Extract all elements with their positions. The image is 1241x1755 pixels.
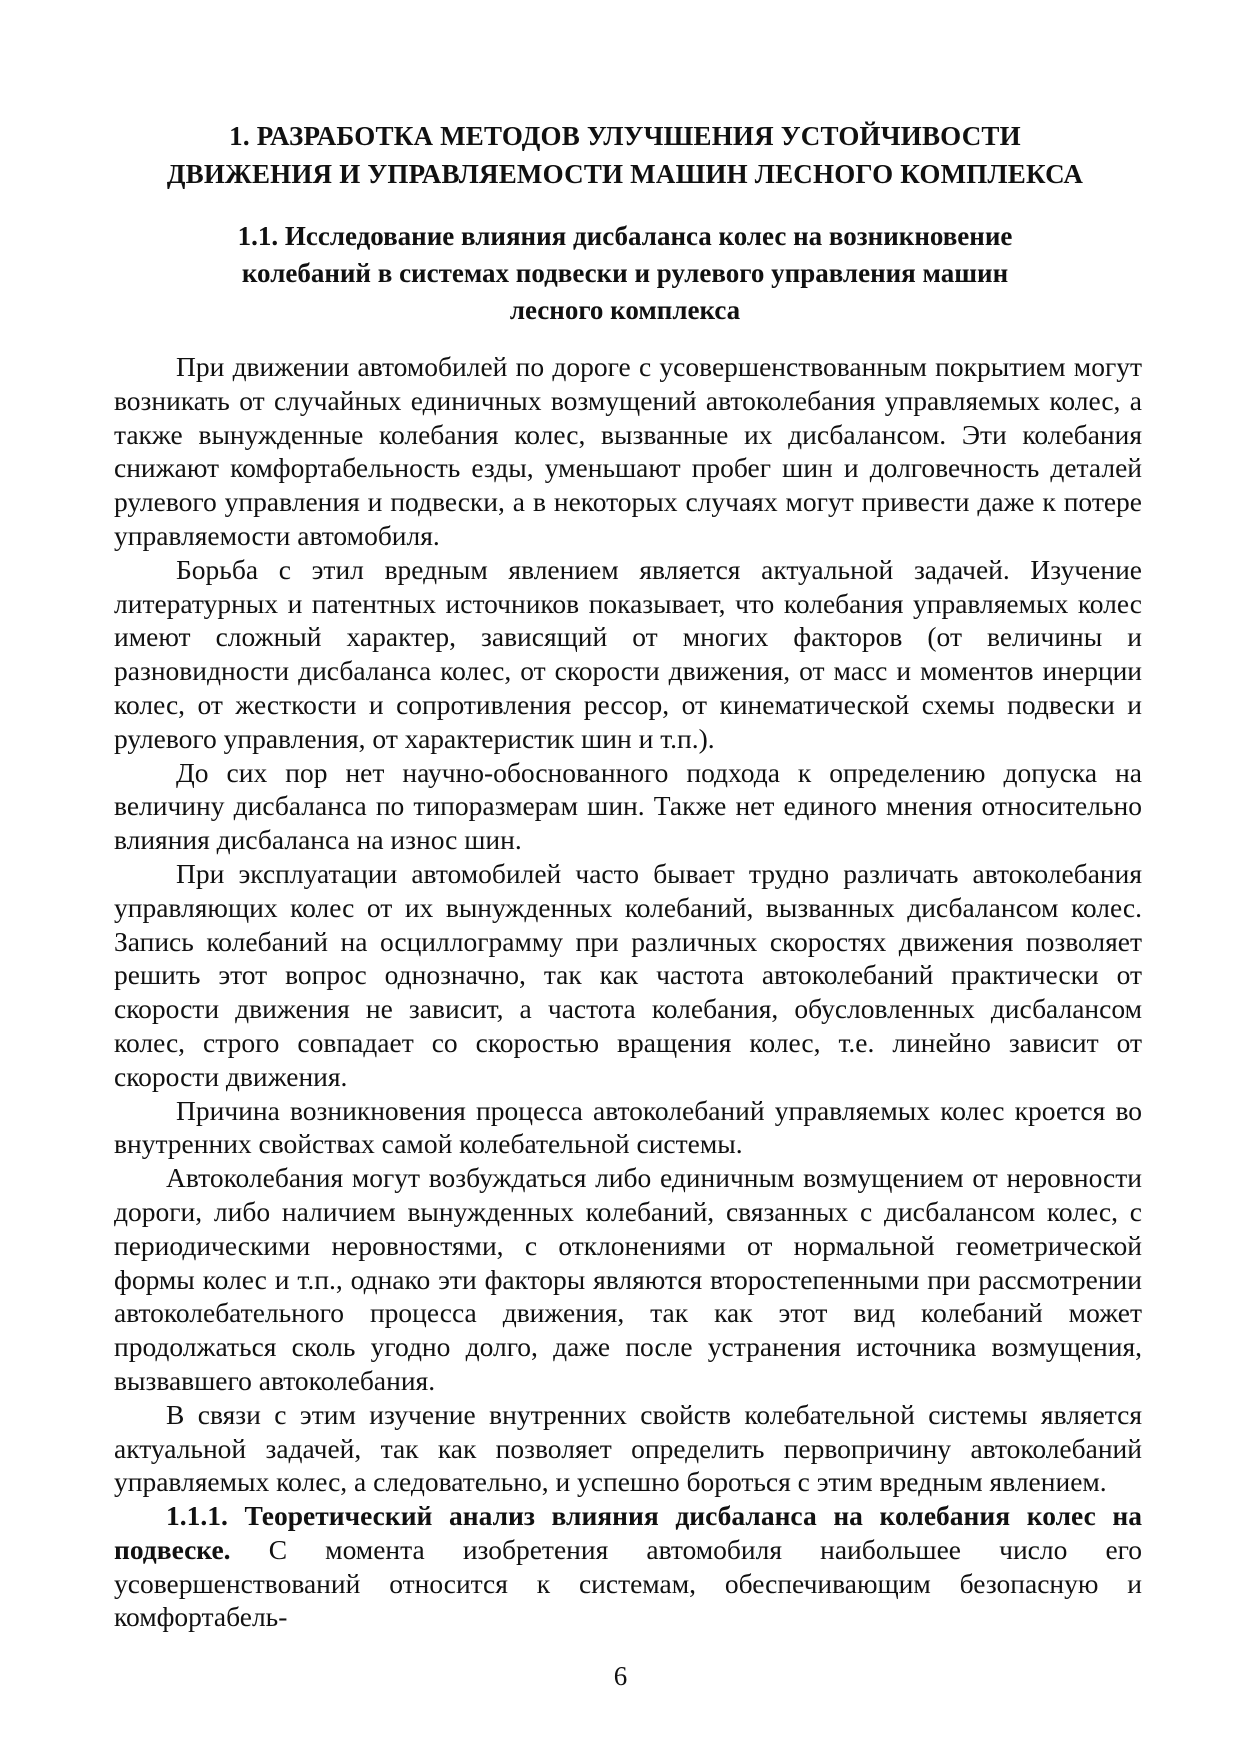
paragraph-7: В связи с этим изучение внутренних свойств колебательной системы является актуальной задачей, так как позволяет определить первопричину автоколебаний управляемых колес, а следовательно, и успешно бороться с этим вредным явлением. — [114, 1398, 1142, 1498]
paragraph-4: При эксплуатации автомобилей часто бывает трудно различать автоколебания управляющих колес от их вынужденных колебаний, вызванных дисбалансом колес. Запись колебаний на осциллограмму при различных скоростях движения позволяет решить этот вопрос однозначно, так как частота автоколебаний практически от скорости движения не зависит, а частота колебания, обусловленных дисбалансом колес, строго совпадает со скоростью вращения колес, т.е. линейно зависит от скорости движения. — [114, 857, 1142, 1092]
paragraph-3: До сих пор нет научно-обоснованного подхода к определению допуска на величину дисбаланса по типоразмерам шин. Также нет единого мнения относительно влияния дисбаланса на износ шин. — [114, 756, 1142, 856]
paragraph-6: Автоколебания могут возбуждаться либо единичным возмущением от неровности дороги, либо наличием вынужденных колебаний, связанных с дисбалансом колес, с периодическими неровностями, с отклонениями от нормальной геометрической формы колес и т.п., однако эти факторы являются второстепенными при рассмотрении автоколебательного процесса движения, так как этот вид колебаний может продолжаться сколь угодно долго, даже после устранения источника возмущения, вызвавшего автоколебания. — [114, 1162, 1142, 1396]
subsection-paragraph — [114, 1499, 1142, 1634]
section-title-line-3: лесного комплекса — [509, 295, 741, 325]
subsection-heading: 1.1.1. Теоретический анализ влияния дисбаланса на колебания колес на подвеске. — [114, 1500, 1142, 1565]
section-title-line-2: колебаний в системах подвески и рулевого управления машин — [241, 258, 1009, 288]
paragraph-5: Причина возникновения процесса автоколебаний управляемых колес кроется во внутренних свойствах самой колебательной системы. — [114, 1094, 1142, 1160]
section-title — [150, 218, 1100, 329]
chapter-title-line-2: ДВИЖЕНИЯ И УПРАВЛЯЕМОСТИ МАШИН ЛЕСНОГО КОМПЛЕКСА — [166, 159, 1084, 189]
subsection-text: С момента изобретения автомобиля наибольшее число его усовершенствований относится к системам, обеспечивающим безопасную и комфортабель- — [114, 1533, 1143, 1633]
section-title-line-1: 1.1. Исследование влияния дисбаланса колес на возникновение — [237, 221, 1013, 251]
chapter-title-line-1: 1. РАЗРАБОТКА МЕТОДОВ УЛУЧШЕНИЯ УСТОЙЧИВОСТИ — [229, 121, 1021, 151]
page-number: 6 — [613, 1661, 628, 1691]
paragraph-2: Борьба с этил вредным явлением является актуальной задачей. Изучение литературных и патентных источников показывает, что колебания управляемых колес имеют сложный характер, зависящий от многих факторов (от величины и разновидности дисбаланса колес, от скорости движения, от масс и моментов инерции колес, от жесткости и сопротивления рессор, от кинематической схемы подвески и рулевого управления, от характеристик шин и т.п.). — [114, 553, 1142, 754]
chapter-title — [110, 117, 1140, 193]
body-text — [114, 350, 1142, 1634]
paragraph-1: При движении автомобилей по дороге с усовершенствованным покрытием могут возникать от случайных единичных возмущений автоколебания управляемых колес, а также вынужденные колебания колес, вызванные их дисбалансом. Эти колебания снижают комфортабельность езды, уменьшают пробег шин и долговечность деталей рулевого управления и подвески, а в некоторых случаях могут привести даже к потере управляемости автомобиля. — [114, 351, 1142, 551]
